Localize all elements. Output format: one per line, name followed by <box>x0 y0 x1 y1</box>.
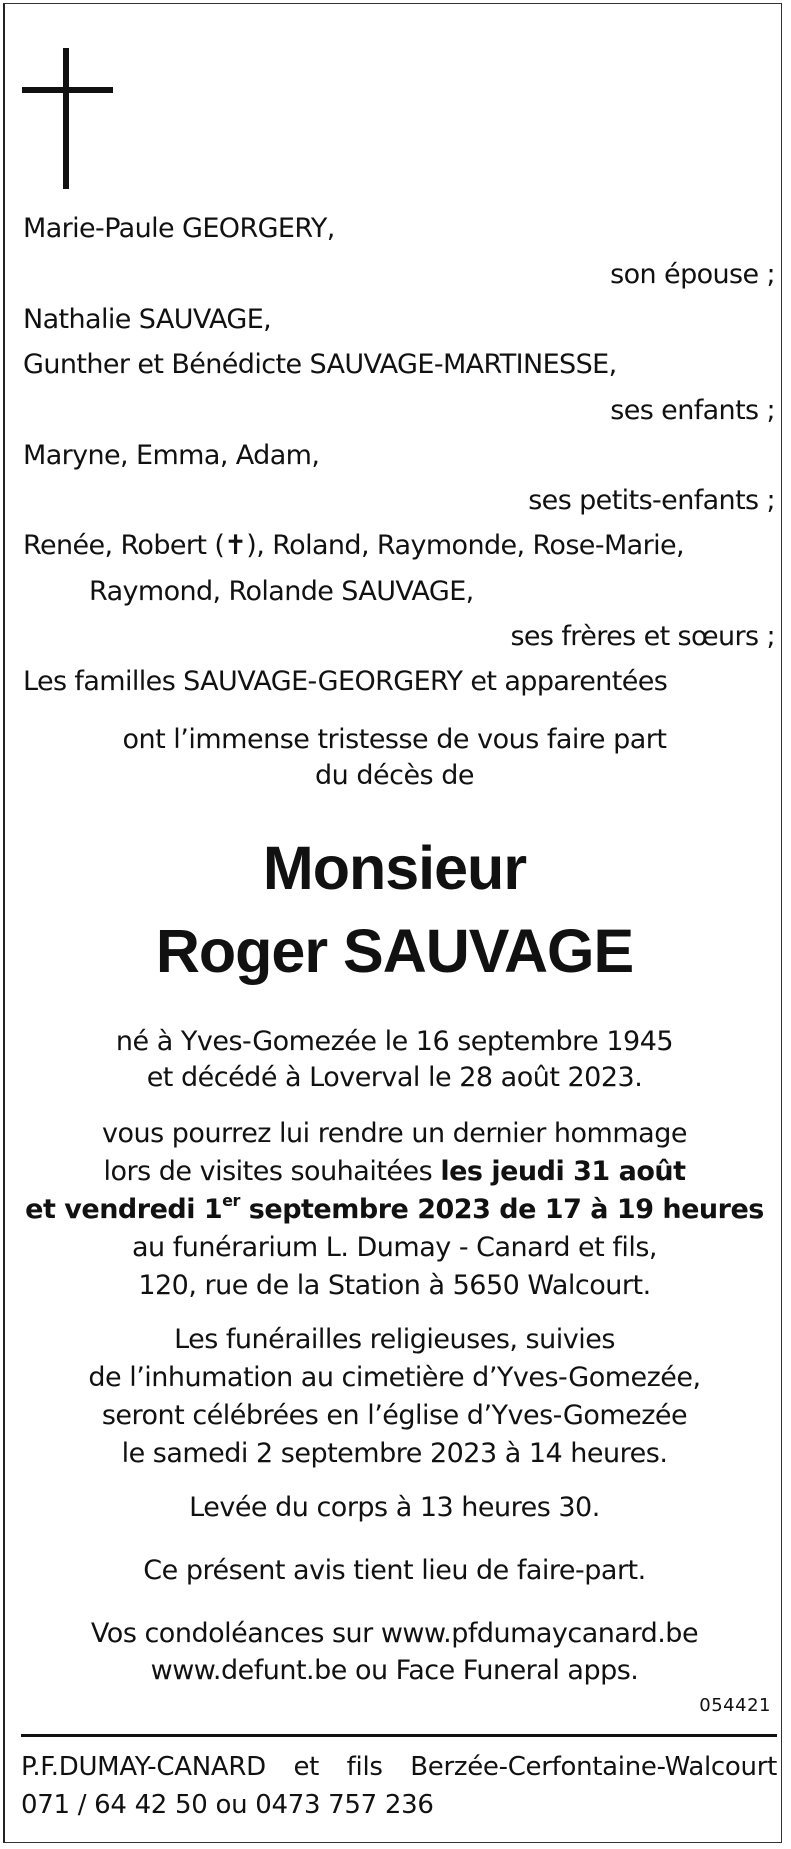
child-name-1: Nathalie SAUVAGE, <box>23 304 272 335</box>
footer-company: P.F.DUMAY-CANARD <box>21 1752 266 1782</box>
footer-divider <box>21 1734 777 1737</box>
announcement-line-2: du décès de <box>315 760 474 791</box>
reference-number: 054421 <box>699 1695 771 1716</box>
visitation-line-5: 120, rue de la Station à 5650 Walcourt. <box>138 1270 651 1301</box>
notice-line: Ce présent avis tient lieu de faire-part. <box>143 1555 646 1586</box>
death-line: et décédé à Loverval le 28 août 2023. <box>146 1062 643 1093</box>
cross-icon-horizontal <box>22 87 113 93</box>
visitation-line-2-bold: les jeudi 31 août <box>440 1156 686 1187</box>
footer-location: Berzée-Cerfontaine-Walcourt <box>410 1752 777 1782</box>
birth-line: né à Yves-Gomezée le 16 septembre 1945 <box>115 1026 674 1057</box>
footer-phones: 071 / 64 42 50 ou 0473 757 236 <box>21 1790 434 1820</box>
siblings-role: ses frères et sœurs ; <box>510 621 775 652</box>
condolences-line-1: Vos condoléances sur www.pfdumaycanard.be <box>90 1618 699 1649</box>
spouse-role: son épouse ; <box>610 259 775 290</box>
visitation-line-1: vous pourrez lui rendre un dernier hommage <box>102 1118 687 1149</box>
children-role: ses enfants ; <box>610 395 775 426</box>
siblings-line-2: Raymond, Rolande SAUVAGE, <box>89 576 474 607</box>
deceased-title: Monsieur <box>262 834 527 902</box>
cross-icon-vertical <box>63 48 69 189</box>
deceased-name: Roger SAUVAGE <box>155 917 634 985</box>
funeral-line-3: seront célébrées en l’église d’Yves-Gomezée <box>101 1400 688 1431</box>
siblings-line-1: Renée, Robert (✝), Roland, Raymonde, Rose-Marie, <box>23 530 684 561</box>
spouse-name: Marie-Paule GEORGERY, <box>23 213 335 244</box>
visitation-line-3-bold-b: septembre 2023 de 17 à 19 heures <box>239 1194 764 1225</box>
condolences-line-2: www.defunt.be ou Face Funeral apps. <box>150 1655 639 1686</box>
funeral-line-2: de l’inhumation au cimetière d’Yves-Gomezée, <box>88 1362 701 1393</box>
footer-fils: fils <box>346 1752 383 1782</box>
obituary-notice <box>3 3 782 1843</box>
visitation-line-3-bold-a: et vendredi 1 <box>25 1194 223 1225</box>
funeral-line-4: le samedi 2 septembre 2023 à 14 heures. <box>121 1438 668 1469</box>
visitation-line-2-plain: lors de visites souhaitées <box>103 1156 441 1187</box>
levee-line: Levée du corps à 13 heures 30. <box>189 1492 600 1523</box>
visitation-line-2 <box>5 1153 784 1190</box>
child-name-2: Gunther et Bénédicte SAUVAGE-MARTINESSE, <box>23 349 617 380</box>
grandchildren-role: ses petits-enfants ; <box>528 485 775 516</box>
visitation-line-3-sup: er <box>222 1191 240 1210</box>
families-line: Les familles SAUVAGE-GEORGERY et apparentées <box>23 666 668 697</box>
grandchildren-names: Maryne, Emma, Adam, <box>23 440 320 471</box>
announcement-line-1: ont l’immense tristesse de vous faire part <box>122 724 667 755</box>
funeral-line-1: Les funérailles religieuses, suivies <box>174 1324 615 1355</box>
footer-et: et <box>293 1752 320 1782</box>
footer-company-line <box>21 1750 777 1784</box>
visitation-line-4: au funérarium L. Dumay - Canard et fils, <box>131 1232 657 1263</box>
visitation-line-3 <box>5 1191 784 1228</box>
